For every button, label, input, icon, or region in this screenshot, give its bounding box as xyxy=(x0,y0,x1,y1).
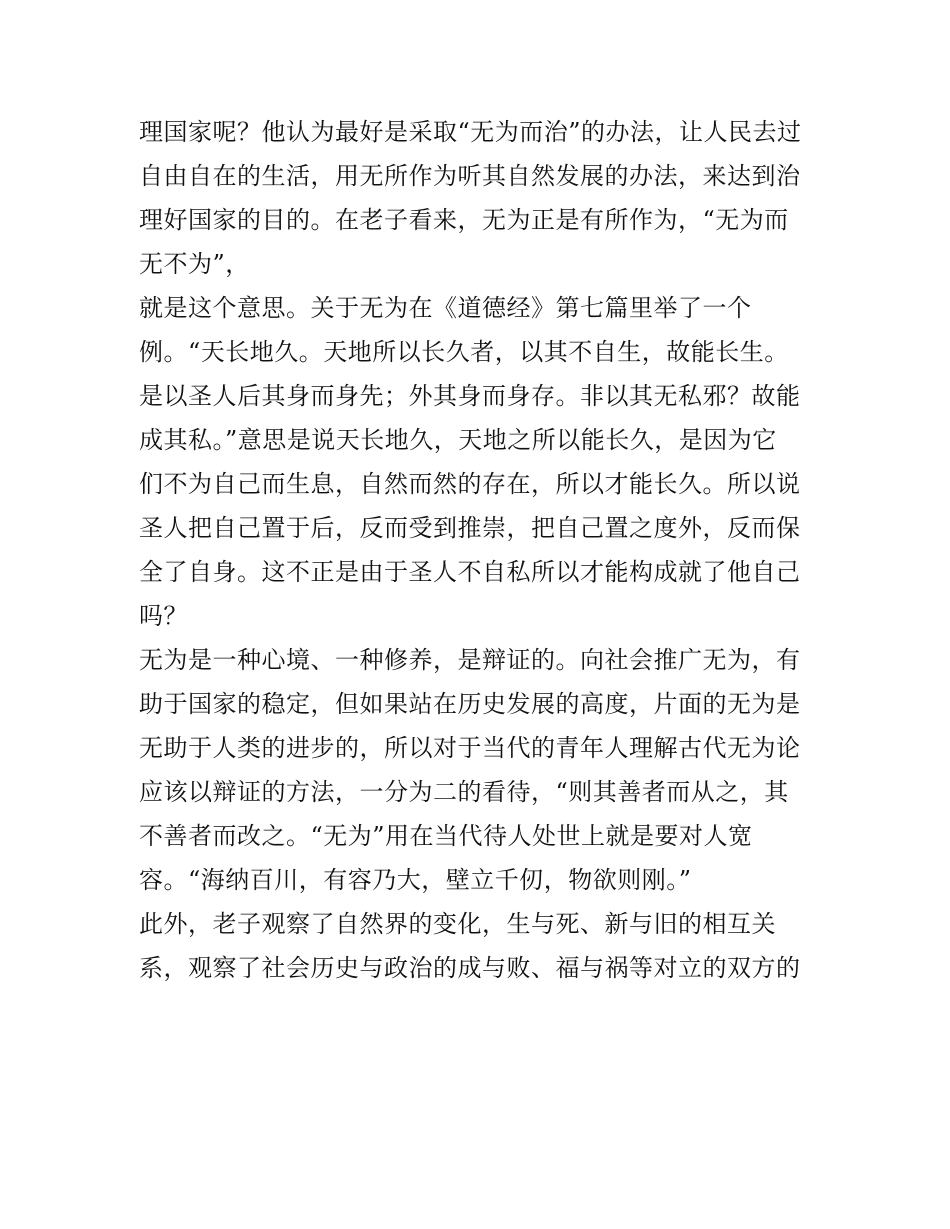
text-line: 无不为”， xyxy=(139,250,250,278)
text-line: 助于国家的稳定，但如果站在历史发展的高度，片面的无为是 xyxy=(139,690,801,718)
text-line: 自由自在的生活，用无所作为听其自然发展的办法，来达到治 xyxy=(139,162,801,190)
text-line: 全了自身。这不正是由于圣人不自私所以才能构成就了他自己 xyxy=(139,558,801,586)
text-line: 此外，老子观察了自然界的变化，生与死、新与旧的相互关 xyxy=(139,910,776,938)
text-line: 无助于人类的进步的，所以对于当代的青年人理解古代无为论 xyxy=(139,734,801,762)
text-line: 成其私。”意思是说天长地久，天地之所以能长久，是因为它 xyxy=(139,426,777,454)
text-line: 系，观察了社会历史与政治的成与败、福与祸等对立的双方的 xyxy=(139,954,801,982)
text-line: 是以圣人后其身而身先；外其身而身存。非以其无私邪？故能 xyxy=(139,382,801,410)
text-line: 们不为自己而生息，自然而然的存在，所以才能长久。所以说 xyxy=(139,470,801,498)
text-line: 例。“天长地久。天地所以长久者，以其不自生，故能长生。 xyxy=(139,338,789,366)
text-line: 容。“海纳百川，有容乃大，壁立千仞，物欲则刚。” xyxy=(139,866,692,894)
text-line: 不善者而改之。“无为”用在当代待人处世上就是要对人宽 xyxy=(139,822,753,850)
text-line: 就是这个意思。关于无为在《道德经》第七篇里举了一个 xyxy=(139,294,752,322)
text-line: 圣人把自己置于后，反而受到推崇，把自己置之度外，反而保 xyxy=(139,514,801,542)
text-line: 无为是一种心境、一种修养，是辩证的。向社会推广无为，有 xyxy=(139,646,801,674)
text-line: 理好国家的目的。在老子看来，无为正是有所作为，“无为而 xyxy=(139,206,789,234)
text-line: 吗？ xyxy=(139,602,188,630)
text-line: 应该以辩证的方法，一分为二的看待，“则其善者而从之，其 xyxy=(139,778,789,806)
text-line: 理国家呢？他认为最好是采取“无为而治”的办法，让人民去过 xyxy=(139,118,802,146)
body-text xyxy=(139,110,819,990)
